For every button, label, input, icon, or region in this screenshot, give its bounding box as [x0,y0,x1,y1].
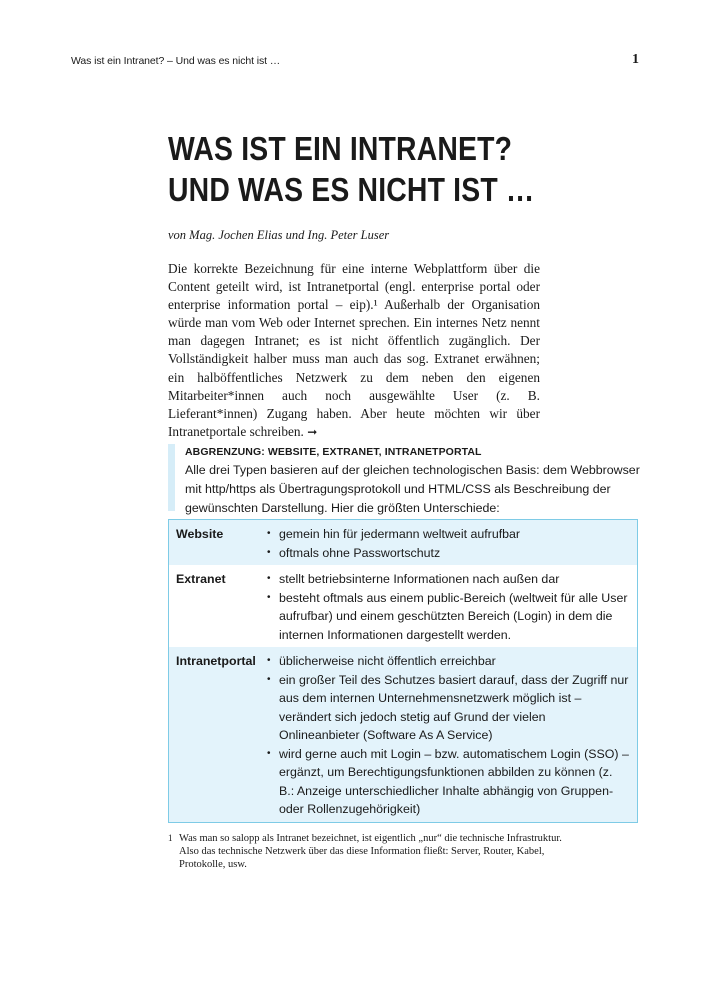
bullet-item: • besteht oftmals aus einem public-Bereich (weltweit für alle User aufrufbar) und einem geschützten Bereich (Login) in dem die internen Informationen dargestellt werden. [262,589,629,645]
bullet-item: • stellt betriebsinterne Informationen nach außen dar [262,570,629,589]
bullet-item: • oftmals ohne Passwortschutz [262,544,629,563]
row-term: Extranet [176,572,226,586]
bullet-item: • ein großer Teil des Schutzes basiert darauf, dass der Zugriff nur aus dem internen Unternehmensnetzwerk möglich ist – verändert sich jedoch stetig auf Grund der vielen Onlineanbieter (Software As A Service) [262,671,629,745]
row-term: Intranetportal [176,654,256,668]
infobox-accent-bar [168,444,175,511]
article-title-line-2: UND WAS ES NICHT IST … [168,171,535,208]
article-title-line-1: WAS IST EIN INTRANET? [168,130,513,167]
running-header: Was ist ein Intranet? – Und was es nicht ist … [71,55,281,67]
table-row-extranet [169,565,637,647]
bullet-item: • wird gerne auch mit Login – bzw. automatischem Login (SSO) – ergänzt, um Berechtigungsfunktionen abbilden zu können (z. B.: Anzeige unterschiedlicher Inhalte abhängig von Gruppen- oder Rollenzugehörigkeit) [262,745,629,819]
table-row-intranetportal [169,647,637,822]
bullet-item: • gemein hin für jedermann weltweit aufrufbar [262,525,629,544]
infobox-intro: Alle drei Typen basieren auf der gleichen technologischen Basis: dem Webbrowser mit http/https als Übertragungsprotokoll und HTML/CSS als Beschreibung der gewünschten Darstellung. Hier die größten Unterschiede: [185,463,640,515]
row-bullet-list [262,525,637,562]
intro-paragraph [168,260,540,441]
row-term: Website [176,527,224,541]
footnote-text: Was man so salopp als Intranet bezeichnet, ist eigentlich „nur“ die technische Infrastruktur. Also das technische Netzwerk über das diese Information fließt: Server, Router, Kabel, Protokolle, usw. [179,833,562,870]
row-bullet-list [262,570,637,644]
intro-text: Die korrekte Bezeichnung für eine interne Webplattform über die Content geteilt wird, ist Intranetportal (engl. enterprise portal oder enterprise information portal – eip).¹ Außerhalb der Organisation würde man vom Web oder Internet sprechen. Ein internes Netz nennt man dagegen Intranet; es ist nicht öffentlich zugänglich. Der Vollständigkeit halber muss man auch das sog. Extranet erwähnen; ein halböffentliches Netzwerk zu dem neben den eigenen Mitarbeiter*innen auch noch ausgewählte User (z. B. Lieferant*innen) Zugang haben. Aber heute möchten wir über Intranetportale schreiben. [168,261,540,439]
byline: von Mag. Jochen Elias und Ing. Peter Luser [168,228,390,242]
article-title [168,128,534,210]
comparison-table [168,519,638,823]
page-number: 1 [632,52,639,67]
infobox-heading: ABGRENZUNG: WEBSITE, EXTRANET, INTRANETPORTAL [185,446,482,458]
footnote-marker: 1 [168,833,173,843]
row-bullet-list [262,652,637,819]
footnote [168,832,568,871]
bullet-item: • üblicherweise nicht öffentlich erreichbar [262,652,629,671]
table-row-website [169,520,637,565]
continue-arrow-icon: ➞ [307,424,318,439]
